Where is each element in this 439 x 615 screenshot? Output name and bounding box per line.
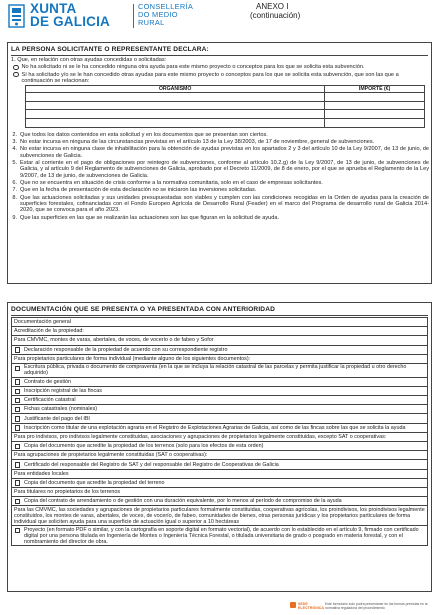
document-row — [12, 442, 428, 451]
item-text: Que todos los datos contenidos en esta solicitud y en los documentos que se presentan son ciertos. — [20, 131, 268, 138]
group-label: Para CMVMC, montes de varas, abertales, de voces, de vocerío o de fabeo y Sofor — [12, 336, 428, 345]
item-text: No estar incursa en ninguna clase de inhabilitación para la obtención de ayudas previstas en los apartados 2 y 3 del artículo 10 de la Ley 9/2007, de 13 de junio, de subvenciones de Galicia. — [20, 146, 429, 159]
documentation-title: DOCUMENTACIÓN QUE SE PRESENTA O YA PRESENTADA CON ANTERIORIDAD — [11, 306, 276, 313]
item-text: Estar al corriente en el pago de obligaciones por reintegro de subvenciones, conforme al artículo 10.2.g) de la Ley 9/2007, de 13 de junio, de subvenciones de Galicia, y al artículo 9 del Reglamento de subvenciones de Galicia, aprobado por el Decreto 11/2009, de 8 de enero, por el que se aprueba el Reglamento de la Ley 9/2007, de 13 de junio, de subvenciones de Galicia. — [20, 160, 429, 179]
amount-cell[interactable] — [325, 110, 425, 119]
dept-line-2: DO MEDIO — [138, 10, 178, 20]
document-label: Inscripción registral de las fincas — [24, 388, 102, 394]
group-row — [12, 327, 428, 336]
document-checkbox[interactable] — [15, 366, 21, 372]
document-label: Proyecto (en formato PDF o similar, y con la cartografía en soporte digital en formato vectorial), de acuerdo con lo establecido en el artículo 9, firmado con certificado digital por una persona titulada en Ingeniería de Montes o Ingeniería Técnica Forestal, o titulada universitaria de grado o posgrado en materia forestal, y con el nombramiento del director de obra. — [24, 526, 419, 545]
document-checkbox[interactable] — [15, 444, 21, 450]
amount-header: IMPORTE (€) — [325, 86, 425, 93]
item-text: Que las superficies en las que se realizarán las actuaciones son las que figuran en la solicitud de ayuda. — [20, 214, 280, 221]
declaration-title: LA PERSONA SOLICITANTE O REPRESENTANTE DECLARA: — [11, 46, 209, 53]
document-label: Copia del documento que acredite la propiedad del terreno — [24, 479, 165, 486]
organism-cell[interactable] — [26, 93, 325, 102]
document-checkbox[interactable] — [15, 416, 21, 422]
other-aids-intro: 1. Que, en relación con otras ayudas concedidas o solicitadas: — [11, 57, 167, 63]
declaration-item — [11, 132, 429, 138]
document-checkbox[interactable] — [15, 407, 21, 413]
declaration-item — [11, 146, 429, 159]
document-row — [12, 478, 428, 487]
document-label: Contrato de gestión — [24, 378, 72, 385]
document-row — [12, 405, 428, 414]
group-label: Para agrupaciones de propietarios legalmente constituidas (SAT o cooperativas): — [12, 451, 428, 460]
document-checkbox[interactable] — [15, 379, 21, 385]
dept-line-1: CONSELLERÍA — [138, 2, 194, 11]
item-number: 6. — [12, 180, 17, 187]
item-number: 9. — [12, 214, 17, 221]
group-row — [12, 318, 428, 327]
group-row — [12, 354, 428, 363]
option-other-aid-label: Sí ha solicitado y/o se le han concedido otras ayudas para este mismo proyecto o conceptos para los que se solicita esta subvención, que son las que a continuación se relacionan: — [21, 71, 399, 84]
document-row — [12, 345, 428, 354]
group-label: Para pro indivisos, pro indivisos legalmente constituidas, asociaciones y agrupaciones de propietarios legalmente constituidas, excepto SAT o cooperativas: — [12, 432, 428, 441]
radio-other-aid[interactable] — [13, 72, 19, 78]
document-label: Escritura pública, privada o documento de compraventa (en la que se incluya la relación catastral de las parcelas y permita justificar la propiedad u otro derecho adquirido) — [24, 364, 407, 377]
table-row — [26, 110, 425, 119]
declaration-item — [11, 187, 429, 193]
document-label: Declaración responsable de la propiedad de acuerdo con su correspondiente registro — [24, 346, 228, 353]
documentation-section — [7, 302, 432, 592]
sede-electronica-icon — [290, 602, 296, 608]
amount-cell[interactable] — [325, 118, 425, 127]
other-aids-table — [25, 85, 425, 127]
group-label: Para propietarios particulares de forma individual (mediante alguno de los siguientes documentos): — [12, 354, 428, 363]
logo-line-2: DE GALICIA — [30, 14, 111, 29]
organism-cell[interactable] — [26, 110, 325, 119]
item-number: 2. — [12, 131, 17, 138]
option-no-other-aid[interactable] — [11, 64, 429, 70]
document-row — [12, 460, 428, 469]
annex-title: ANEXO I — [256, 2, 289, 11]
group-row — [12, 432, 428, 441]
document-checkbox[interactable] — [15, 425, 21, 431]
document-row — [12, 414, 428, 423]
item-text: Que en la fecha de presentación de esta declaración no se iniciaron las inversiones solicitadas. — [20, 187, 257, 194]
amount-cell[interactable] — [325, 101, 425, 110]
document-row — [12, 377, 428, 386]
group-row — [12, 487, 428, 496]
item-number: 3. — [12, 138, 17, 145]
item-text: Que no se encuentra en situación de crisis conforme a la normativa comunitaria, solo en el caso de empresas solicitantes. — [20, 180, 323, 187]
sede-electronica-label: SEDE ELECTRÓNICA — [298, 602, 324, 610]
section-divider — [11, 55, 428, 56]
document-label: Fichas catastrales (nominales) — [24, 406, 98, 413]
table-row — [26, 93, 425, 102]
declaration-item — [11, 195, 429, 214]
group-row — [12, 336, 428, 345]
document-label: Copia del documento que acredite la propiedad de los terrenos (solo para los efectos de esta orden) — [24, 443, 264, 450]
item-text: Que las actuaciones solicitadas y sus unidades presupuestadas son viables y cumplen con las condiciones recogidas en la Orden de ayudas para la creación de superficies forestales, cofinanciadas con el Fondo Europeo Agrícola de Desarrollo Rural (Feader) en el marco del Programa de desarrollo rural de Galicia 2014-2020, que se convoca para el año 2023. — [20, 194, 429, 214]
table-row — [26, 118, 425, 127]
document-checkbox[interactable] — [15, 462, 21, 468]
logo-divider — [133, 4, 134, 28]
annex-subtitle: (continuación) — [250, 11, 301, 20]
xunta-logo-icon — [8, 4, 25, 30]
document-row — [12, 363, 428, 377]
item-text: No estar incursa en ninguna de las circunstancias previstas en el artículo 13 de la Ley 38/2003, de 17 de noviembre, general de subvenciones. — [20, 138, 375, 145]
declaration-item — [11, 139, 429, 145]
option-other-aid[interactable] — [11, 72, 429, 85]
declaration-item — [11, 160, 429, 179]
item-number: 7. — [12, 187, 17, 194]
declaration-item — [11, 215, 429, 221]
group-label: Documentación general — [12, 318, 428, 327]
group-label: Para las CMVMC, las sociedades y agrupaciones de propietarios particulares formalmente constituidas, cooperativas agrícolas, los proindivisos, los proindivisos legalmente constituidos, los montes de varas, abertales, de voces, de vocerío, de fabeo, comunidades de bienes, otras personas jurídicas y los propietarios particulares de forma individual que soliciten ayuda para una superficie de actuación igual o superior a 10 hectáreas — [12, 506, 428, 526]
document-checkbox[interactable] — [15, 528, 21, 534]
document-row — [12, 396, 428, 405]
group-row — [12, 469, 428, 478]
document-checkbox[interactable] — [15, 499, 21, 505]
document-label: Justificante del pago del IBI — [24, 415, 90, 422]
document-row — [12, 526, 428, 546]
dept-line-3: RURAL — [138, 18, 165, 28]
document-row — [12, 423, 428, 432]
document-checkbox[interactable] — [15, 347, 21, 353]
document-checkbox[interactable] — [15, 480, 21, 486]
declaration-item — [11, 180, 429, 186]
group-label: Para entidades locales — [12, 469, 428, 478]
declaration-section — [7, 42, 432, 284]
organism-header: ORGANISMO — [26, 86, 325, 93]
document-checkbox[interactable] — [15, 398, 21, 404]
documentation-table — [11, 317, 428, 546]
organism-cell[interactable] — [26, 101, 325, 110]
document-row — [12, 386, 428, 395]
document-label: Copia del contrato de arrendamiento o de gestión con una duración equivalente, por lo menos al período de compromiso de la ayuda — [24, 498, 342, 505]
logo-line-1: XUNTA — [30, 1, 77, 16]
item-number: 8. — [12, 194, 17, 201]
radio-no-other-aid[interactable] — [13, 65, 19, 71]
group-label: Acreditación de la propiedad: — [12, 327, 428, 336]
footer-note: Este formulario solo podrá presentarse en las formas previstas en la normativa reguladora del procedimiento — [325, 602, 428, 610]
group-row — [12, 506, 428, 526]
document-label: Certificación catastral — [24, 397, 76, 404]
document-label: Certificado del responsable del Registro de SAT y del responsable del Registro de Cooperativas de Galicia — [24, 461, 279, 468]
group-label: Para titulares no propietarios de los terrenos — [12, 487, 428, 496]
xunta-wordmark — [30, 2, 110, 28]
option-no-other-aid-label: No ha solicitado ni se le ha concedido ninguna otra ayuda para este mismo proyecto o conceptos para los que se solicita esta subvención. — [21, 64, 365, 71]
document-row — [12, 497, 428, 506]
annex-heading — [250, 2, 300, 20]
document-label: Inscripción como titular de una explotación agraria en el Registro de Explotaciones Agrarias de Galicia, así como de las fincas sobre las que se solicita la ayuda — [24, 424, 406, 431]
department-name — [138, 3, 193, 28]
document-checkbox[interactable] — [15, 389, 21, 395]
amount-cell[interactable] — [325, 93, 425, 102]
item-number: 4. — [12, 146, 17, 153]
page-footer — [290, 602, 430, 610]
table-row — [26, 101, 425, 110]
section-divider — [11, 315, 428, 316]
page-header — [8, 2, 432, 38]
group-row — [12, 451, 428, 460]
item-number: 5. — [12, 160, 17, 167]
organism-cell[interactable] — [26, 118, 325, 127]
